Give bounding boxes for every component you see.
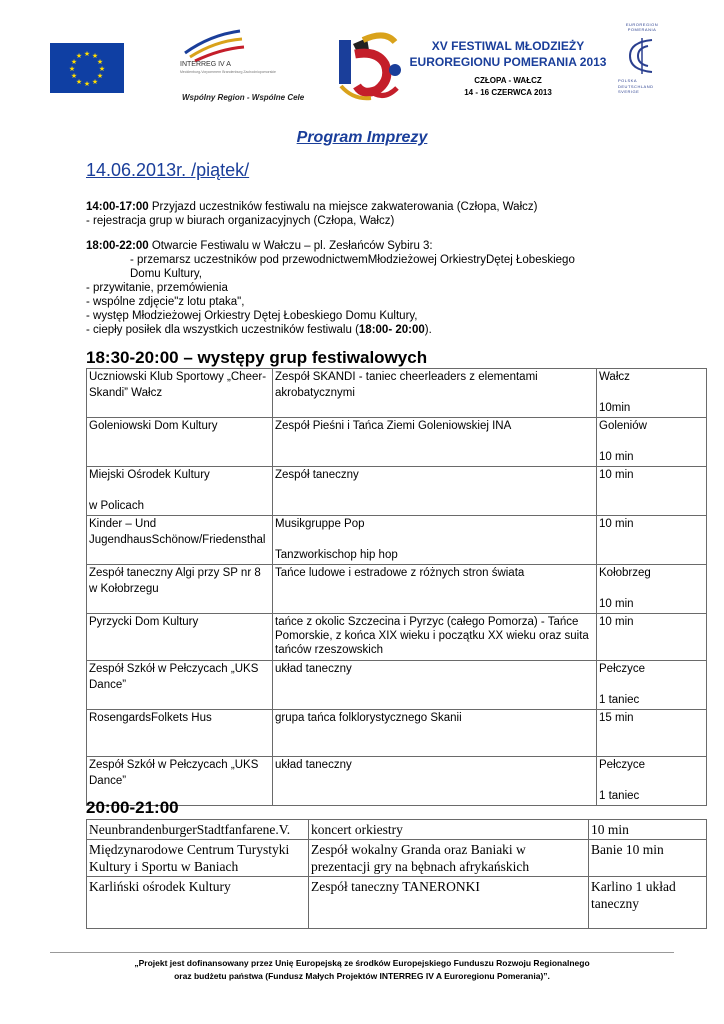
interreg-subtext: Mecklenburg-Vorpommern Brandenburg Zachodniopomorskie xyxy=(180,70,276,74)
location-cell: 10 min xyxy=(597,467,707,516)
svg-text:★: ★ xyxy=(70,58,78,66)
bullet-orchestra: - występ Młodzieżowej Orkiestry Dętej Łobeskiego Domu Kultury, xyxy=(86,310,418,322)
arrival-text: Przyjazd uczestników festiwalu na miejsce zakwaterowania (Człopa, Wałcz) xyxy=(148,201,538,213)
group-cell: Pyrzycki Dom Kultury xyxy=(87,614,273,661)
page-header xyxy=(0,0,724,120)
location-cell: Pełczyce 1 taniec xyxy=(597,661,707,710)
table-row xyxy=(87,614,707,661)
location-cell: Kołobrzeg 10 min xyxy=(597,565,707,614)
meal-end: ). xyxy=(424,324,432,336)
table-row xyxy=(87,418,707,467)
svg-text:★: ★ xyxy=(75,78,83,86)
footer-divider xyxy=(50,952,674,953)
opening-time: 18:00-22:00 xyxy=(86,240,149,252)
location-cell: 10 min xyxy=(589,820,707,840)
meal-time: 18:00- 20:00 xyxy=(358,324,425,336)
performance-cell: Zespół SKANDI - taniec cheerleaders z elementami akrobatycznymi xyxy=(273,369,597,418)
day-heading: 14.06.2013r. /piątek/ xyxy=(86,160,250,180)
interreg-label: INTERREG IV A xyxy=(180,61,231,68)
group-cell: Kinder – Und JugendhausSchönow/Friedensthal xyxy=(87,516,273,565)
arrival-time: 14:00-17:00 xyxy=(86,201,149,213)
festival-dates: 14 - 16 CZERWCA 2013 xyxy=(464,88,552,97)
table-row xyxy=(87,565,707,614)
performance-cell: układ taneczny xyxy=(273,757,597,806)
location-cell: 10 min xyxy=(597,614,707,661)
svg-text:★: ★ xyxy=(98,65,106,73)
performances-table xyxy=(86,368,707,806)
svg-text:★: ★ xyxy=(91,78,99,86)
festival-15-logo xyxy=(333,30,413,108)
table-row xyxy=(87,369,707,418)
group-cell: Zespół taneczny Algi przy SP nr 8 w Kołobrzegu xyxy=(87,565,273,614)
group-cell: Uczniowski Klub Sportowy „Cheer-Skandi” Wałcz xyxy=(87,369,273,418)
location-cell: Pełczyce 1 taniec xyxy=(597,757,707,806)
section-heading-performances: 18:30-20:00 – występy grup festiwalowych xyxy=(86,348,428,367)
svg-text:★: ★ xyxy=(68,65,76,73)
group-cell: Karliński ośrodek Kultury xyxy=(87,877,309,929)
meal-text: - ciepły posiłek dla wszystkich uczestników festiwalu ( xyxy=(86,324,359,336)
svg-text:★: ★ xyxy=(70,72,78,80)
group-cell: NeunbrandenburgerStadtfanfarene.V. xyxy=(87,820,309,840)
location-cell: 10 min xyxy=(597,516,707,565)
svg-text:★: ★ xyxy=(83,50,91,58)
table-row xyxy=(87,710,707,757)
table-row xyxy=(87,467,707,516)
table-row xyxy=(87,820,707,840)
group-cell: Zespół Szkół w Pełczycach „UKS Dance” xyxy=(87,661,273,710)
performance-cell: Zespół taneczny xyxy=(273,467,597,516)
footer-line-1: „Projekt jest dofinansowany przez Unię Europejską ze środków Europejskiego Funduszu Rozwoju Regionalnego xyxy=(134,958,590,968)
bullet-speeches: - przywitanie, przemówienia xyxy=(86,282,228,294)
festival-title-line2: EUROREGIONU POMERANIA 2013 xyxy=(409,55,607,69)
svg-text:★: ★ xyxy=(83,80,91,88)
svg-text:★: ★ xyxy=(96,58,104,66)
festival-title-line1: XV FESTIWAL MŁODZIEŻY xyxy=(431,39,585,53)
euroregion-pomerania-logo xyxy=(612,20,672,110)
march-line-b: Domu Kultury, xyxy=(130,268,203,280)
performance-cell: Zespół taneczny TANERONKI xyxy=(309,877,589,929)
performance-cell: grupa tańca folklorystycznego Skanii xyxy=(273,710,597,757)
svg-text:★: ★ xyxy=(91,52,99,60)
location-cell: 15 min xyxy=(597,710,707,757)
euroregion-bottom-text: POLSKA DEUTSCHLAND SVERIGE xyxy=(618,78,654,94)
svg-text:★: ★ xyxy=(96,72,104,80)
performance-cell: układ taneczny xyxy=(273,661,597,710)
svg-text:★: ★ xyxy=(75,52,83,60)
march-line-a: - przemarsz uczestników pod przewodnictwemMłodzieżowej OrkiestryDętej Łobeskiego xyxy=(130,254,575,266)
group-cell: Międzynarodowe Centrum Turystyki Kultury i Sportu w Baniach xyxy=(87,840,309,877)
location-cell: Banie 10 min xyxy=(589,840,707,877)
festival-title-block xyxy=(408,38,608,99)
performance-cell: koncert orkiestry xyxy=(309,820,589,840)
table-row xyxy=(87,877,707,929)
table-row xyxy=(87,516,707,565)
table-row xyxy=(87,661,707,710)
group-cell: Miejski Ośrodek Kultury w Policach xyxy=(87,467,273,516)
funding-footer xyxy=(60,957,664,983)
interreg-logo xyxy=(170,25,305,110)
section-heading-evening: 20:00-21:00 xyxy=(86,798,179,817)
euroregion-top-text: EUROREGION POMERANIA xyxy=(625,22,659,32)
opening-text: Otwarcie Festiwalu w Wałczu – pl. Zesłańców Sybiru 3: xyxy=(148,240,433,252)
performance-cell: Zespół wokalny Granda oraz Baniaki w prezentacji gry na bębnach afrykańskich xyxy=(309,840,589,877)
footer-line-2: oraz budżetu państwa (Fundusz Małych Projektów INTERREG IV A Euroregionu Pomerania)”. xyxy=(174,971,550,981)
location-cell: Goleniów 10 min xyxy=(597,418,707,467)
table-row xyxy=(87,840,707,877)
opening-line xyxy=(86,239,433,253)
evening-table xyxy=(86,819,707,929)
location-cell: Karlino 1 układ taneczny xyxy=(589,877,707,929)
eu-flag-logo xyxy=(50,43,124,93)
group-cell: RosengardsFolkets Hus xyxy=(87,710,273,757)
interreg-slogan: Wspólny Region - Wspólne Cele xyxy=(182,93,305,102)
group-cell: Goleniowski Dom Kultury xyxy=(87,418,273,467)
group-cell: Zespół Szkół w Pełczycach „UKS Dance” xyxy=(87,757,273,806)
bullet-photo: - wspólne zdjęcie"z lotu ptaka", xyxy=(86,296,245,308)
program-title: Program Imprezy xyxy=(296,129,428,146)
registration-line: - rejestracja grup w biurach organizacyjnych (Człopa, Wałcz) xyxy=(86,215,395,227)
performance-cell: Zespół Pieśni i Tańca Ziemi Goleniowskiej INA xyxy=(273,418,597,467)
performance-cell: tańce z okolic Szczecina i Pyrzyc (całego Pomorza) - Tańce Pomorskie, z końca XIX wieku i początku XX wieku oraz suita tańców rzeszowskich xyxy=(273,614,597,661)
arrival-line xyxy=(86,200,537,214)
performance-cell: Musikgruppe Pop Tanzworkischop hip hop xyxy=(273,516,597,565)
performance-cell: Tańce ludowe i estradowe z różnych stron świata xyxy=(273,565,597,614)
meal-line xyxy=(86,323,432,337)
festival-place: CZŁOPA - WAŁCZ xyxy=(474,76,542,85)
location-cell: Wałcz 10min xyxy=(597,369,707,418)
table-row xyxy=(87,757,707,806)
